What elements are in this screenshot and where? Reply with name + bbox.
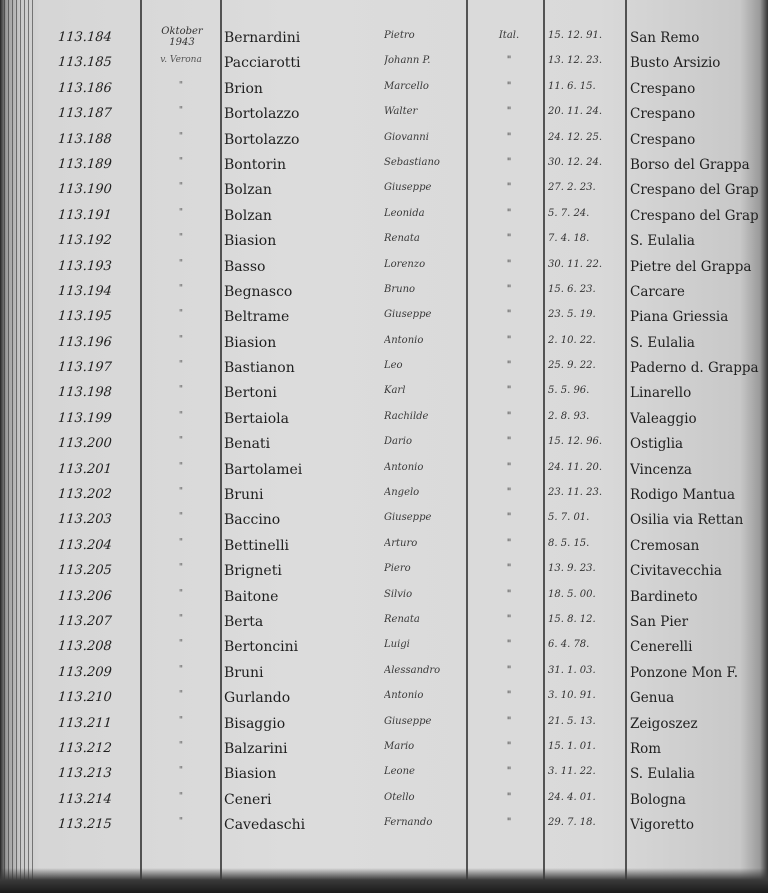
prisoner-number: 113.184: [57, 30, 113, 45]
table-row: [0, 28, 768, 53]
birth-place: Borso del Grappa: [630, 156, 750, 173]
birth-date: 13. 12. 23.: [548, 55, 603, 67]
register-rows: [0, 28, 768, 841]
first-name: Fernando: [384, 817, 433, 829]
surname: Bertaiola: [224, 410, 289, 427]
entry-date: ": [178, 613, 184, 624]
entry-date: ": [178, 106, 184, 117]
nationality: ": [506, 258, 512, 270]
surname: Bruni: [224, 487, 264, 504]
birth-place: San Pier: [630, 613, 689, 630]
table-row: [0, 764, 768, 789]
first-name: Marcello: [384, 80, 429, 92]
birth-date: 8. 5. 15.: [548, 537, 590, 549]
birth-date: 15. 1. 01.: [548, 740, 596, 752]
prisoner-number: 113.204: [57, 537, 113, 553]
nationality: ": [506, 690, 512, 702]
birth-place: Rodigo Mantua: [630, 487, 736, 504]
first-name: Alessandro: [384, 664, 441, 676]
surname: Cavedaschi: [224, 817, 306, 834]
surname: Brigneti: [224, 563, 282, 580]
nationality: ": [506, 740, 512, 752]
table-row: [0, 790, 768, 815]
birth-date: 13. 9. 23.: [548, 563, 596, 575]
prisoner-number: 113.202: [57, 487, 113, 503]
birth-place: Vigoretto: [630, 817, 695, 834]
birth-date: 6. 4. 78.: [548, 639, 590, 651]
table-row: [0, 612, 768, 637]
first-name: Lorenzo: [384, 258, 426, 270]
birth-date: 30. 11. 22.: [548, 258, 603, 270]
first-name: Angelo: [384, 487, 420, 499]
surname: Ceneri: [224, 791, 272, 808]
table-row: [0, 714, 768, 739]
birth-place: Piana Griessia: [630, 309, 729, 326]
entry-date: ": [178, 156, 184, 167]
table-row: [0, 155, 768, 180]
surname: Baitone: [224, 588, 279, 605]
nationality: ": [506, 55, 512, 67]
entry-date: ": [178, 410, 184, 421]
nationality: ": [506, 233, 512, 245]
nationality: ": [506, 410, 512, 422]
prisoner-number: 113.215: [57, 817, 113, 833]
birth-place: Ponzone Mon F.: [630, 664, 739, 681]
birth-place: Busto Arsizio: [630, 55, 721, 72]
surname: Biasion: [224, 233, 277, 250]
birth-date: 7. 4. 18.: [548, 233, 590, 245]
entry-date: ": [178, 664, 184, 675]
birth-date: 3. 10. 91.: [548, 690, 596, 702]
birth-date: 31. 1. 03.: [548, 664, 596, 676]
birth-date: 24. 11. 20.: [548, 461, 603, 473]
surname: Basso: [224, 258, 266, 275]
first-name: Pietro: [384, 30, 415, 41]
birth-place: Paderno d. Grappa: [630, 360, 759, 377]
entry-date: ": [178, 740, 184, 751]
entry-date: ": [178, 385, 184, 396]
prisoner-number: 113.185: [57, 55, 113, 71]
surname: Bolzan: [224, 207, 272, 224]
birth-place: Crespano del Grap: [630, 207, 759, 224]
table-row: [0, 333, 768, 358]
nationality: ": [506, 537, 512, 549]
entry-date: v. Verona: [160, 55, 202, 66]
birth-date: 21. 5. 13.: [548, 715, 596, 727]
surname: Bruni: [224, 664, 264, 681]
birth-date: 2. 10. 22.: [548, 334, 596, 346]
nationality: ": [506, 156, 512, 168]
first-name: Antonio: [384, 690, 424, 702]
prisoner-number: 113.210: [57, 690, 113, 706]
birth-date: 18. 5. 00.: [548, 588, 596, 600]
surname: Pacciarotti: [224, 55, 301, 72]
birth-date: 23. 11. 23.: [548, 487, 603, 499]
first-name: Rachilde: [384, 410, 429, 422]
entry-date: ": [178, 258, 184, 269]
entry-date: ": [178, 283, 184, 294]
surname: Biasion: [224, 766, 277, 783]
entry-date: ": [178, 207, 184, 218]
first-name: Giuseppe: [384, 715, 432, 727]
first-name: Giuseppe: [384, 182, 432, 194]
surname: Bastianon: [224, 360, 295, 377]
birth-date: 15. 6. 23.: [548, 283, 596, 295]
first-name: Renata: [384, 233, 420, 245]
prisoner-number: 113.199: [57, 410, 113, 426]
birth-place: Carcare: [630, 283, 685, 300]
first-name: Antonio: [384, 461, 424, 473]
nationality: ": [506, 309, 512, 321]
header-date-month: Oktober: [161, 26, 203, 37]
birth-place: San Remo: [630, 30, 700, 46]
birth-place: Linarello: [630, 385, 692, 402]
surname: Bolzan: [224, 182, 272, 199]
nationality: ": [506, 639, 512, 651]
birth-date: 15. 12. 96.: [548, 436, 603, 448]
nationality: ": [506, 106, 512, 118]
first-name: Dario: [384, 436, 412, 448]
surname: Biasion: [224, 334, 277, 351]
table-row: [0, 485, 768, 510]
table-row: [0, 536, 768, 561]
entry-date: ": [178, 766, 184, 777]
prisoner-number: 113.213: [57, 766, 113, 782]
surname: Begnasco: [224, 283, 293, 300]
surname: Benati: [224, 436, 271, 453]
entry-date: ": [178, 639, 184, 650]
birth-date: 3. 11. 22.: [548, 766, 596, 778]
nationality: ": [506, 182, 512, 194]
birth-date: 2. 8. 93.: [548, 410, 590, 422]
surname: Bartolamei: [224, 461, 303, 478]
prisoner-number: 113.205: [57, 563, 113, 579]
nationality: ": [506, 385, 512, 397]
surname: Gurlando: [224, 690, 291, 707]
nationality: ": [506, 766, 512, 778]
birth-date: 27. 2. 23.: [548, 182, 596, 194]
entry-date: ": [178, 233, 184, 244]
prisoner-number: 113.209: [57, 664, 113, 680]
surname: Bernardini: [224, 30, 301, 46]
prisoner-number: 113.192: [57, 233, 113, 249]
birth-place: Genua: [630, 690, 675, 707]
birth-date: 29. 7. 18.: [548, 817, 596, 829]
birth-place: Rom: [630, 740, 662, 757]
entry-date: ": [178, 791, 184, 802]
birth-place: Vincenza: [630, 461, 692, 478]
birth-date: 15. 12. 91.: [548, 30, 603, 41]
birth-place: S. Eulalia: [630, 233, 695, 250]
first-name: Giuseppe: [384, 309, 432, 321]
entry-date: ": [178, 182, 184, 193]
entry-date: ": [178, 436, 184, 447]
birth-place: S. Eulalia: [630, 766, 695, 783]
birth-place: Civitavecchia: [630, 563, 722, 580]
surname: Bettinelli: [224, 537, 290, 554]
birth-place: Bardineto: [630, 588, 698, 605]
nationality: ": [506, 512, 512, 524]
first-name: Giovanni: [384, 131, 429, 143]
surname: Berta: [224, 613, 264, 630]
prisoner-number: 113.187: [57, 106, 113, 122]
surname: Bertoni: [224, 385, 277, 402]
entry-date: ": [178, 334, 184, 345]
nationality: ": [506, 791, 512, 803]
first-name: Karl: [384, 385, 406, 397]
prisoner-number: 113.214: [57, 791, 113, 807]
surname: Bontorin: [224, 156, 286, 173]
prisoner-number: 113.212: [57, 740, 113, 756]
birth-place: Ostiglia: [630, 436, 684, 453]
birth-place: Bologna: [630, 791, 686, 808]
table-row: [0, 130, 768, 155]
first-name: Arturo: [384, 537, 418, 549]
first-name: Giuseppe: [384, 512, 432, 524]
prisoner-number: 113.188: [57, 131, 113, 147]
birth-place: Cremosan: [630, 537, 700, 554]
table-row: [0, 257, 768, 282]
table-row: [0, 206, 768, 231]
first-name: Renata: [384, 613, 420, 625]
nationality: ": [506, 664, 512, 676]
prisoner-number: 113.196: [57, 334, 113, 350]
prisoner-number: 113.195: [57, 309, 113, 325]
table-row: [0, 282, 768, 307]
table-row: [0, 434, 768, 459]
table-row: [0, 561, 768, 586]
prisoner-number: 113.203: [57, 512, 113, 528]
table-row: [0, 510, 768, 535]
nationality: Ital.: [498, 30, 520, 41]
table-row: [0, 104, 768, 129]
birth-place: Crespano: [630, 80, 696, 97]
table-row: [0, 409, 768, 434]
first-name: Sebastiano: [384, 156, 440, 168]
prisoner-number: 113.190: [57, 182, 113, 198]
prisoner-number: 113.208: [57, 639, 113, 655]
birth-date: 25. 9. 22.: [548, 360, 596, 372]
surname: Beltrame: [224, 309, 290, 326]
birth-date: 24. 12. 25.: [548, 131, 603, 143]
birth-place: Pietre del Grappa: [630, 258, 752, 275]
nationality: ": [506, 715, 512, 727]
birth-place: Zeigoszez: [630, 715, 698, 732]
birth-place: Crespano: [630, 106, 696, 123]
nationality: ": [506, 588, 512, 600]
nationality: ": [506, 436, 512, 448]
nationality: ": [506, 80, 512, 92]
prisoner-number: 113.200: [57, 436, 113, 452]
table-row: [0, 231, 768, 256]
birth-place: Osilia via Rettan: [630, 512, 744, 529]
nationality: ": [506, 461, 512, 473]
page-bottom-shadow: [0, 868, 768, 893]
first-name: Silvio: [384, 588, 413, 600]
table-row: [0, 180, 768, 205]
birth-date: 5. 7. 01.: [548, 512, 590, 524]
prisoner-number: 113.189: [57, 156, 113, 172]
birth-date: 11. 6. 15.: [548, 80, 596, 92]
first-name: Mario: [384, 740, 415, 752]
table-row: [0, 307, 768, 332]
nationality: ": [506, 207, 512, 219]
surname: Brion: [224, 80, 263, 97]
first-name: Bruno: [384, 283, 416, 295]
birth-date: 24. 4. 01.: [548, 791, 596, 803]
nationality: ": [506, 613, 512, 625]
prisoner-number: 113.197: [57, 360, 113, 376]
entry-date: ": [178, 537, 184, 548]
birth-date: 20. 11. 24.: [548, 106, 603, 118]
prisoner-number: 113.198: [57, 385, 113, 401]
table-row: [0, 53, 768, 78]
birth-date: 30. 12. 24.: [548, 156, 603, 168]
first-name: Walter: [384, 106, 418, 118]
nationality: ": [506, 283, 512, 295]
first-name: Piero: [384, 563, 411, 575]
first-name: Antonio: [384, 334, 424, 346]
table-row: [0, 383, 768, 408]
surname: Balzarini: [224, 740, 288, 757]
first-name: Leo: [384, 360, 403, 372]
prisoner-number: 113.191: [57, 207, 113, 223]
birth-place: S. Eulalia: [630, 334, 695, 351]
entry-date: ": [178, 309, 184, 320]
surname: Bisaggio: [224, 715, 286, 732]
birth-place: Valeaggio: [630, 410, 697, 427]
entry-date: ": [178, 80, 184, 91]
birth-date: 23. 5. 19.: [548, 309, 596, 321]
table-row: [0, 587, 768, 612]
table-row: [0, 79, 768, 104]
surname: Bortolazzo: [224, 131, 300, 148]
surname: Bortolazzo: [224, 106, 300, 123]
entry-date: ": [178, 563, 184, 574]
birth-date: 5. 5. 96.: [548, 385, 590, 397]
birth-place: Cenerelli: [630, 639, 693, 656]
table-row: [0, 688, 768, 713]
first-name: Leone: [384, 766, 415, 778]
birth-date: 5. 7. 24.: [548, 207, 590, 219]
entry-date: ": [178, 461, 184, 472]
nationality: ": [506, 487, 512, 499]
entry-date: ": [178, 131, 184, 142]
entry-date: ": [178, 512, 184, 523]
prisoner-number: 113.194: [57, 283, 113, 299]
entry-date: ": [178, 715, 184, 726]
prisoner-number: 113.207: [57, 613, 113, 629]
nationality: ": [506, 334, 512, 346]
entry-date: ": [178, 588, 184, 599]
first-name: Johann P.: [384, 55, 431, 67]
prisoner-number: 113.186: [57, 80, 113, 96]
nationality: ": [506, 563, 512, 575]
nationality: ": [506, 817, 512, 829]
surname: Bertoncini: [224, 639, 299, 656]
prisoner-number: 113.211: [57, 715, 113, 731]
table-row: [0, 358, 768, 383]
prisoner-number: 113.201: [57, 461, 113, 477]
table-row: [0, 663, 768, 688]
nationality: ": [506, 131, 512, 143]
first-name: Luigi: [384, 639, 410, 651]
birth-place: Crespano: [630, 131, 696, 148]
header-date-year: 1943: [169, 37, 195, 48]
surname: Baccino: [224, 512, 281, 529]
prisoner-number: 113.206: [57, 588, 113, 604]
first-name: Leonida: [384, 207, 425, 219]
table-row: [0, 815, 768, 840]
prisoner-number: 113.193: [57, 258, 113, 274]
birth-date: 15. 8. 12.: [548, 613, 596, 625]
birth-place: Crespano del Grap: [630, 182, 759, 199]
entry-date: ": [178, 487, 184, 498]
entry-date: ": [178, 690, 184, 701]
table-row: [0, 637, 768, 662]
entry-date: ": [178, 817, 184, 828]
entry-date: ": [178, 360, 184, 371]
table-row: [0, 460, 768, 485]
nationality: ": [506, 360, 512, 372]
table-row: [0, 739, 768, 764]
first-name: Otello: [384, 791, 415, 803]
